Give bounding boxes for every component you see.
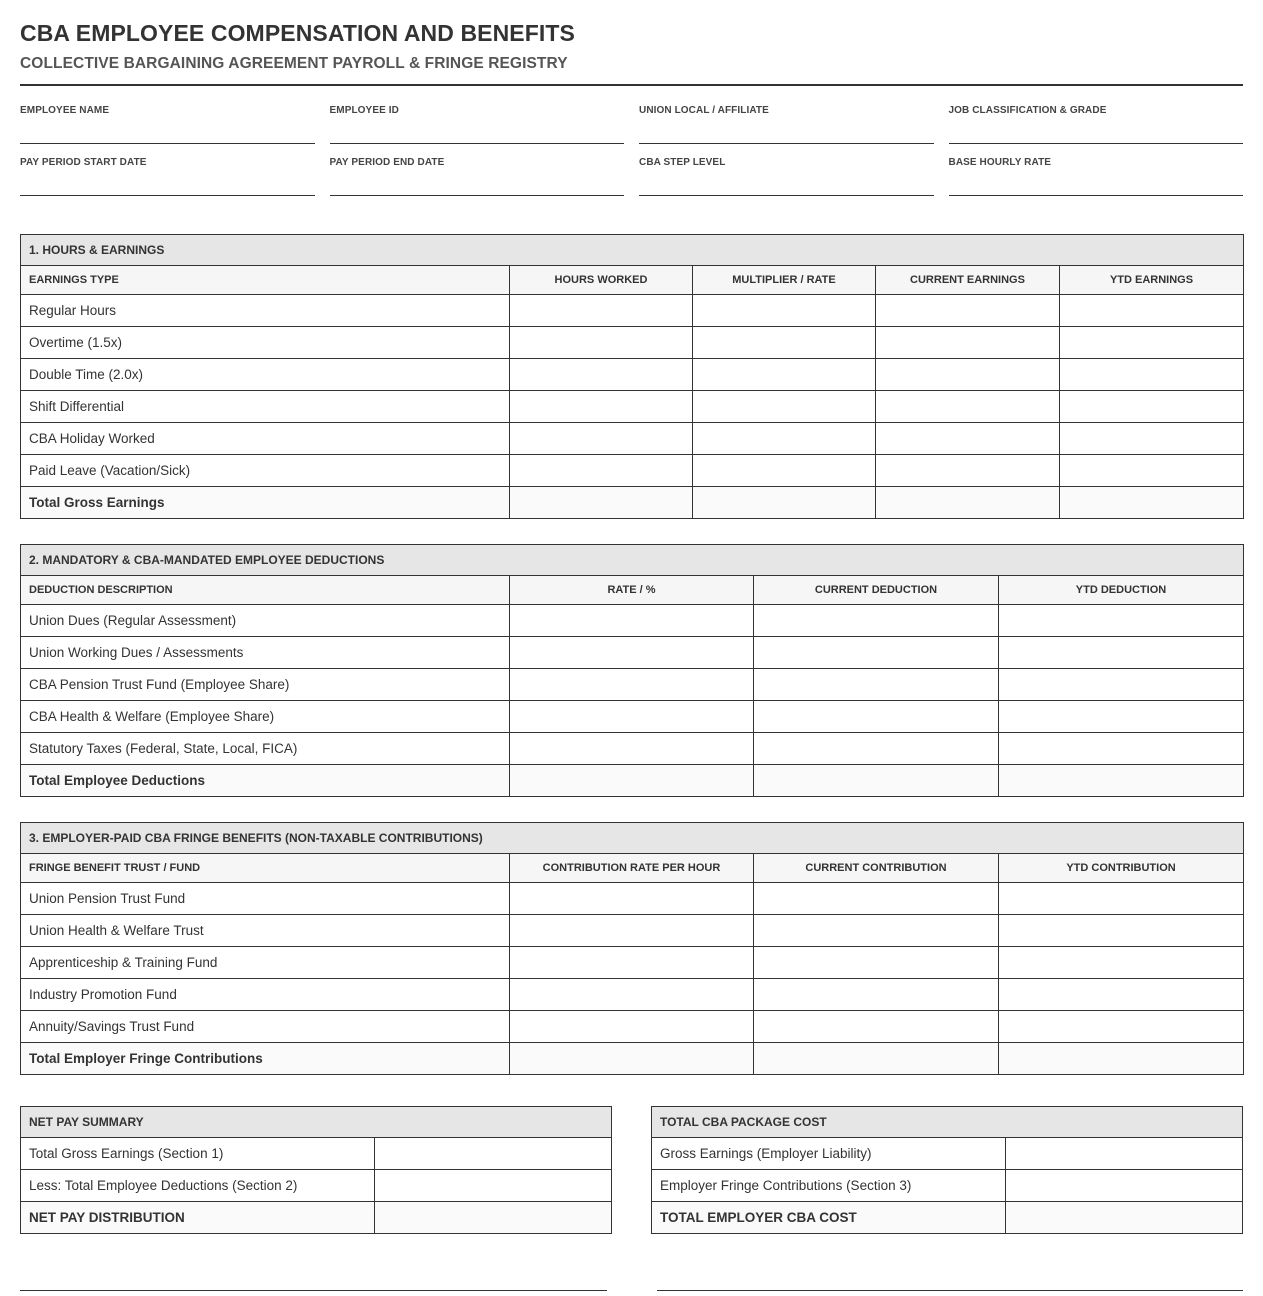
column-header: YTD EARNINGS [1060, 266, 1244, 295]
field-line [639, 195, 934, 196]
input-cell[interactable] [510, 295, 693, 327]
input-cell[interactable] [693, 391, 876, 423]
input-cell[interactable] [876, 391, 1060, 423]
input-cell[interactable] [510, 979, 754, 1011]
table-row [21, 637, 1244, 669]
field-line [20, 143, 315, 144]
total-label: NET PAY DISTRIBUTION [21, 1202, 375, 1234]
field-label: EMPLOYEE ID [329, 105, 399, 116]
field-line [330, 195, 625, 196]
table-row [651, 1138, 1242, 1170]
table-row [21, 1138, 612, 1170]
input-cell[interactable] [876, 423, 1060, 455]
signature-line[interactable] [657, 1290, 1243, 1291]
table-row [21, 1011, 1244, 1043]
field-label: JOB CLASSIFICATION & GRADE [948, 105, 1107, 116]
column-header: MULTIPLIER / RATE [693, 266, 876, 295]
input-cell[interactable] [1005, 1202, 1242, 1234]
employee-info-grid [20, 105, 1243, 209]
input-cell[interactable] [999, 1011, 1244, 1043]
table-row [21, 359, 1244, 391]
row-label: Employer Fringe Contributions (Section 3) [651, 1170, 1005, 1202]
cba-step-level-field[interactable] [639, 157, 934, 209]
input-cell[interactable] [693, 327, 876, 359]
row-label: Annuity/Savings Trust Fund [21, 1011, 510, 1043]
input-cell[interactable] [754, 1011, 999, 1043]
input-cell[interactable] [693, 295, 876, 327]
employee-name-field[interactable] [20, 105, 315, 157]
input-cell[interactable] [510, 701, 754, 733]
input-cell[interactable] [999, 669, 1244, 701]
pay-period-start-field[interactable] [20, 157, 315, 209]
row-label: Regular Hours [21, 295, 510, 327]
column-header: DEDUCTION DESCRIPTION [21, 576, 510, 605]
field-line [330, 143, 625, 144]
input-cell[interactable] [510, 359, 693, 391]
hours-earnings-table [20, 234, 1244, 519]
input-cell[interactable] [510, 669, 754, 701]
total-label: Total Employer Fringe Contributions [21, 1043, 510, 1075]
input-cell[interactable] [510, 327, 693, 359]
column-header-row [21, 576, 1244, 605]
column-header: CURRENT CONTRIBUTION [754, 854, 999, 883]
input-cell[interactable] [876, 327, 1060, 359]
input-cell[interactable] [510, 455, 693, 487]
field-line [949, 195, 1244, 196]
input-cell[interactable] [1060, 295, 1244, 327]
input-cell[interactable] [375, 1138, 612, 1170]
page-subtitle: COLLECTIVE BARGAINING AGREEMENT PAYROLL & FRINGE REGISTRY [20, 55, 568, 72]
input-cell[interactable] [375, 1202, 612, 1234]
row-label: Industry Promotion Fund [21, 979, 510, 1011]
section-title: 3. EMPLOYER-PAID CBA FRINGE BENEFITS (NON-TAXABLE CONTRIBUTIONS) [21, 823, 1244, 854]
input-cell[interactable] [693, 455, 876, 487]
input-cell[interactable] [693, 359, 876, 391]
input-cell[interactable] [510, 765, 754, 797]
input-cell[interactable] [754, 637, 999, 669]
fringe-benefits-table [20, 822, 1244, 1075]
table-row [21, 701, 1244, 733]
input-cell[interactable] [999, 701, 1244, 733]
input-cell[interactable] [510, 391, 693, 423]
input-cell[interactable] [999, 1043, 1244, 1075]
input-cell[interactable] [999, 637, 1244, 669]
column-header: CURRENT DEDUCTION [754, 576, 999, 605]
field-label: EMPLOYEE NAME [20, 105, 110, 116]
input-cell[interactable] [754, 733, 999, 765]
input-cell[interactable] [510, 947, 754, 979]
input-cell[interactable] [693, 487, 876, 519]
table-row [21, 423, 1244, 455]
column-header: RATE / % [510, 576, 754, 605]
payroll-form [20, 20, 1243, 1234]
row-label: Union Health & Welfare Trust [21, 915, 510, 947]
column-header: CONTRIBUTION RATE PER HOUR [510, 854, 754, 883]
input-cell[interactable] [999, 765, 1244, 797]
table-row [21, 979, 1244, 1011]
row-label: Less: Total Employee Deductions (Section 2) [21, 1170, 375, 1202]
row-label: Paid Leave (Vacation/Sick) [21, 455, 510, 487]
table-row [21, 391, 1244, 423]
column-header: YTD DEDUCTION [999, 576, 1244, 605]
input-cell[interactable] [1060, 423, 1244, 455]
input-cell[interactable] [510, 733, 754, 765]
column-header: EARNINGS TYPE [21, 266, 510, 295]
signature-lines [20, 1290, 1243, 1292]
row-label: Total Gross Earnings (Section 1) [21, 1138, 375, 1170]
title-divider [20, 84, 1243, 86]
column-header: CURRENT EARNINGS [876, 266, 1060, 295]
table-row [651, 1170, 1242, 1202]
input-cell[interactable] [1060, 391, 1244, 423]
input-cell[interactable] [876, 455, 1060, 487]
row-label: Union Working Dues / Assessments [21, 637, 510, 669]
pay-period-end-field[interactable] [330, 157, 625, 209]
input-cell[interactable] [754, 605, 999, 637]
input-cell[interactable] [754, 1043, 999, 1075]
section-title: 1. HOURS & EARNINGS [21, 235, 1244, 266]
total-row [21, 1043, 1244, 1075]
table-row [21, 295, 1244, 327]
total-row [21, 1202, 612, 1234]
row-label: Statutory Taxes (Federal, State, Local, FICA) [21, 733, 510, 765]
table-row [21, 605, 1244, 637]
total-label: Total Employee Deductions [21, 765, 510, 797]
field-line [949, 143, 1244, 144]
row-label: Overtime (1.5x) [21, 327, 510, 359]
input-cell[interactable] [999, 979, 1244, 1011]
row-label: Shift Differential [21, 391, 510, 423]
input-cell[interactable] [754, 947, 999, 979]
input-cell[interactable] [876, 487, 1060, 519]
input-cell[interactable] [754, 765, 999, 797]
input-cell[interactable] [1060, 455, 1244, 487]
total-label: TOTAL EMPLOYER CBA COST [651, 1202, 1005, 1234]
table-row [21, 915, 1244, 947]
input-cell[interactable] [999, 883, 1244, 915]
row-label: Union Pension Trust Fund [21, 883, 510, 915]
union-local-field[interactable] [639, 105, 934, 157]
row-label: Apprenticeship & Training Fund [21, 947, 510, 979]
net-pay-summary-table [20, 1106, 612, 1234]
field-label: CBA STEP LEVEL [639, 157, 726, 168]
field-line [20, 195, 315, 196]
table-row [21, 455, 1244, 487]
input-cell[interactable] [999, 947, 1244, 979]
field-label: UNION LOCAL / AFFILIATE [639, 105, 769, 116]
row-label: CBA Pension Trust Fund (Employee Share) [21, 669, 510, 701]
table-row [21, 733, 1244, 765]
input-cell[interactable] [510, 883, 754, 915]
field-line [639, 143, 934, 144]
column-header: HOURS WORKED [510, 266, 693, 295]
input-cell[interactable] [754, 883, 999, 915]
input-cell[interactable] [510, 487, 693, 519]
employee-deductions-table [20, 544, 1244, 797]
employee-id-field[interactable] [330, 105, 625, 157]
table-row [21, 947, 1244, 979]
total-label: Total Gross Earnings [21, 487, 510, 519]
input-cell[interactable] [754, 701, 999, 733]
input-cell[interactable] [1005, 1170, 1242, 1202]
input-cell[interactable] [510, 1043, 754, 1075]
total-row [21, 487, 1244, 519]
input-cell[interactable] [1005, 1138, 1242, 1170]
input-cell[interactable] [754, 669, 999, 701]
base-hourly-rate-field[interactable] [949, 157, 1244, 209]
input-cell[interactable] [876, 359, 1060, 391]
field-label: PAY PERIOD START DATE [20, 157, 147, 168]
column-header: YTD CONTRIBUTION [999, 854, 1244, 883]
summary-section [20, 1106, 1243, 1234]
column-header: FRINGE BENEFIT TRUST / FUND [21, 854, 510, 883]
table-row [21, 669, 1244, 701]
input-cell[interactable] [999, 915, 1244, 947]
input-cell[interactable] [1060, 327, 1244, 359]
table-row [21, 1170, 612, 1202]
input-cell[interactable] [754, 979, 999, 1011]
package-cost-table [651, 1106, 1243, 1234]
row-label: CBA Holiday Worked [21, 423, 510, 455]
table-row [21, 883, 1244, 915]
input-cell[interactable] [510, 915, 754, 947]
input-cell[interactable] [510, 637, 754, 669]
input-cell[interactable] [510, 605, 754, 637]
signature-line[interactable] [20, 1290, 607, 1291]
column-header-row [21, 854, 1244, 883]
page-title: CBA EMPLOYEE COMPENSATION AND BENEFITS [20, 20, 575, 46]
total-row [651, 1202, 1242, 1234]
row-label: Double Time (2.0x) [21, 359, 510, 391]
total-row [21, 765, 1244, 797]
input-cell[interactable] [510, 423, 693, 455]
input-cell[interactable] [510, 1011, 754, 1043]
job-classification-field[interactable] [949, 105, 1244, 157]
table-row [21, 327, 1244, 359]
input-cell[interactable] [999, 733, 1244, 765]
column-header-row [21, 266, 1244, 295]
input-cell[interactable] [1060, 487, 1244, 519]
input-cell[interactable] [375, 1170, 612, 1202]
row-label: Gross Earnings (Employer Liability) [651, 1138, 1005, 1170]
section-title: 2. MANDATORY & CBA-MANDATED EMPLOYEE DEDUCTIONS [21, 545, 1244, 576]
input-cell[interactable] [876, 295, 1060, 327]
row-label: Union Dues (Regular Assessment) [21, 605, 510, 637]
input-cell[interactable] [754, 915, 999, 947]
field-label: PAY PERIOD END DATE [329, 157, 445, 168]
input-cell[interactable] [1060, 359, 1244, 391]
field-label: BASE HOURLY RATE [948, 157, 1052, 168]
row-label: CBA Health & Welfare (Employee Share) [21, 701, 510, 733]
section-title: NET PAY SUMMARY [21, 1107, 612, 1138]
input-cell[interactable] [693, 423, 876, 455]
section-title: TOTAL CBA PACKAGE COST [651, 1107, 1242, 1138]
input-cell[interactable] [999, 605, 1244, 637]
